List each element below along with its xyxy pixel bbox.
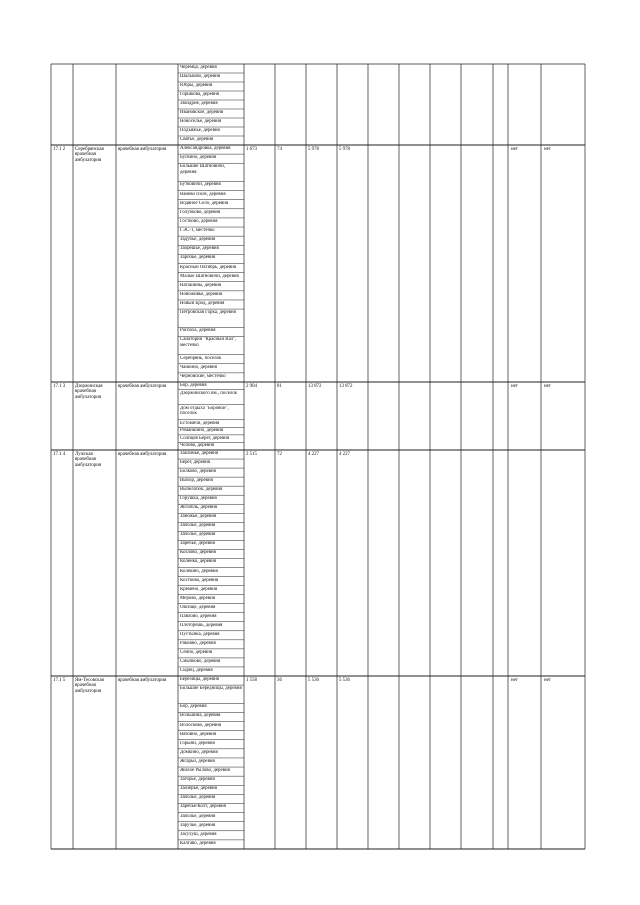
- flag-value: нет: [544, 384, 551, 389]
- settlement-name: Солнцев Берег, деревня: [180, 435, 229, 441]
- facility-type: врачебная амбулатория: [118, 147, 167, 152]
- settlement-name: Новоселье, деревня: [180, 119, 221, 124]
- settlement-name: Святье, деревня: [180, 137, 214, 142]
- settlement-name: Коленко, деревня: [180, 559, 217, 565]
- distance-value: 72: [277, 452, 282, 457]
- settlement-name: Заполье, деревня: [180, 523, 216, 529]
- settlement-name: Бутковичи, деревня: [180, 182, 221, 188]
- distance-value: 36: [277, 678, 282, 683]
- settlement-name: Вольшина, деревня: [180, 713, 221, 719]
- settlement-name: Звоздрие, деревня: [180, 101, 218, 106]
- settlement-name: Естомичи, деревня: [180, 420, 220, 426]
- settlement-name: Заполье, деревня: [180, 795, 216, 801]
- settlement-name: Ванево Поле, деревня: [180, 191, 226, 197]
- settlement-name: Зарочье, деревня: [180, 255, 216, 261]
- settlement-name: Горшкова, деревня: [180, 92, 219, 97]
- settlement-name: Дзержинского им., поселок: [180, 390, 238, 396]
- settlement-name: Вычелобок, деревня: [180, 487, 223, 493]
- settlement-name: Берег, деревня: [180, 460, 210, 466]
- settlement-name: Выбор, деревня: [180, 478, 213, 484]
- settlement-name: Наташины, деревня: [180, 282, 222, 288]
- settlement-name: Чайкино, деревня: [180, 364, 217, 370]
- settlement-name: Большие Бередницы, деревня: [180, 686, 242, 692]
- served-value: 5 978: [308, 147, 320, 152]
- settlement-name: Серебрянь, поселок: [180, 355, 222, 361]
- facility-name: Ям-Тесовская врачебная амбулатория: [75, 678, 104, 694]
- flag-value: нет: [511, 678, 518, 683]
- distance-value: 74: [277, 147, 282, 152]
- settlement-name: Дом отдыха "Боровой", поселок: [180, 405, 229, 417]
- settlement-name: Чолово, деревня: [180, 443, 215, 449]
- settlement-name: Заречье, деревня: [180, 541, 215, 547]
- flag-value: нет: [511, 147, 518, 152]
- settlement-name: Березицы, деревня: [180, 677, 220, 682]
- settlement-name: Сырец, деревня: [180, 667, 213, 673]
- served-value: 13 872: [308, 384, 322, 389]
- settlement-name: Жглобль, деревня: [180, 505, 217, 511]
- settlement-name: Волосково, деревня: [180, 722, 222, 728]
- settlement-name: Заполье, деревня: [180, 532, 216, 538]
- settlement-name: Плоторешь, деревня: [180, 622, 223, 628]
- facility-type: врачебная амбулатория: [118, 384, 167, 389]
- settlement-name: Костково, деревня: [180, 577, 219, 583]
- settlement-name: Раковно, деревня: [180, 640, 216, 646]
- settlement-name: Санаторий "Красный Вал", местечко: [180, 337, 237, 348]
- row-code: 17.1 4: [53, 452, 66, 457]
- settlement-name: Заорешье, деревня: [180, 246, 219, 252]
- settlement-name: Жилое Рылово, деревня: [180, 768, 230, 774]
- facility-name: Лужская врачебная амбулатория: [75, 452, 102, 468]
- settlement-name: Александровка, деревня: [180, 146, 231, 151]
- settlement-name: Романшино, деревня: [180, 428, 224, 434]
- settlement-name: Бор, деревня: [180, 704, 207, 710]
- settlement-name: Колешно, деревня: [180, 568, 218, 574]
- flag-value: нет: [511, 384, 518, 389]
- settlement-name: Домкино, деревня: [180, 749, 218, 755]
- settlement-name: Калгаво, деревня: [180, 840, 216, 846]
- population-value: 1 673: [246, 147, 258, 152]
- settlement-name: Бусвино, деревня: [180, 155, 217, 161]
- settlement-name: Кремено, деревня: [180, 586, 218, 592]
- settlement-name: Загорье, деревня: [180, 777, 215, 783]
- settlement-name: Ивановское, деревня: [180, 110, 224, 115]
- settlement-name: Распоха, деревня: [180, 328, 216, 334]
- flag-value: нет: [544, 678, 551, 683]
- settlement-name: Заозерье, деревня: [180, 786, 217, 792]
- served-value: 5 536: [308, 678, 320, 683]
- settlement-name: Водяное Село, деревня: [180, 200, 229, 206]
- settlement-name: Вязовно, деревня: [180, 731, 217, 737]
- distance-value: 81: [277, 384, 282, 389]
- settlement-name: Заречье/Колт, деревня: [180, 804, 226, 810]
- settlement-name: Жгарьи, деревня: [180, 758, 215, 764]
- settlement-name: Заклинье, деревня: [180, 451, 218, 456]
- population-value: 2 904: [246, 384, 258, 389]
- settlement-name: Мерово, деревня: [180, 595, 215, 601]
- settlement-name: Павлово, деревня: [180, 613, 217, 619]
- settlement-name: ГЭС-1, местечко: [180, 228, 215, 234]
- facility-name: Серебрянская врачебная амбулатория: [75, 147, 104, 163]
- settlement-name: Малые Шатновичи, деревня: [180, 273, 239, 279]
- settlement-name: Красный Октябрь, деревня: [180, 264, 237, 270]
- settlement-name: Засухуш, деревня: [180, 831, 217, 837]
- settlement-name: Овсище, деревня: [180, 604, 216, 610]
- served-total-value: 13 872: [339, 384, 353, 389]
- settlement-name: Голубково, деревня: [180, 209, 221, 215]
- population-value: 1 558: [246, 678, 258, 683]
- settlement-name: Новый Брод, деревня: [180, 300, 225, 306]
- served-total-value: 5 978: [339, 147, 351, 152]
- row-code: 17.1 3: [53, 384, 66, 389]
- settlement-name: Смычково, деревня: [180, 658, 221, 664]
- settlement-name: Сенно, деревня: [180, 649, 213, 655]
- settlement-name: Заручье, деревня: [180, 822, 216, 828]
- settlement-name: Заполье, деревня: [180, 813, 216, 819]
- settlement-name: Черновские, местечко: [180, 373, 226, 379]
- settlement-name: Новоживье, деревня: [180, 291, 223, 297]
- settlement-name: Шальково, деревня: [180, 74, 221, 79]
- facility-name: Дзержинская врачебная амбулатория: [75, 384, 103, 400]
- settlement-name: Козлово, деревня: [180, 550, 216, 556]
- settlement-name: Юбры, деревня: [180, 83, 213, 88]
- settlement-name: Болково, деревня: [180, 469, 216, 475]
- settlement-name: Пустынка, деревня: [180, 631, 220, 637]
- served-total-value: 4 227: [339, 452, 351, 457]
- population-value: 2 515: [246, 452, 258, 457]
- settlement-name: Горыни, деревня: [180, 740, 215, 746]
- settlement-name: Черемца, деревня: [180, 65, 217, 70]
- settlement-name: Бор, деревня: [180, 383, 207, 388]
- flag-value: нет: [544, 147, 551, 152]
- row-code: 17.1 5: [53, 678, 66, 683]
- facility-type: врачебная амбулатория: [118, 678, 167, 683]
- settlement-name: Большие Шатновичи, деревня: [180, 164, 226, 175]
- settlement-name: Задубье, деревня: [180, 237, 216, 243]
- settlement-name: Петровская Горка, деревня: [180, 310, 236, 316]
- settlement-name: Заножье, деревня: [180, 514, 217, 520]
- row-code: 17.1 2: [53, 147, 66, 152]
- settlement-name: Гостково, деревня: [180, 218, 218, 224]
- settlement-name: Горушка, деревня: [180, 496, 217, 502]
- served-value: 4 227: [308, 452, 320, 457]
- facility-type: врачебная амбулатория: [118, 452, 167, 457]
- served-total-value: 5 536: [339, 678, 351, 683]
- settlement-name: Подъяжье, деревня: [180, 128, 220, 133]
